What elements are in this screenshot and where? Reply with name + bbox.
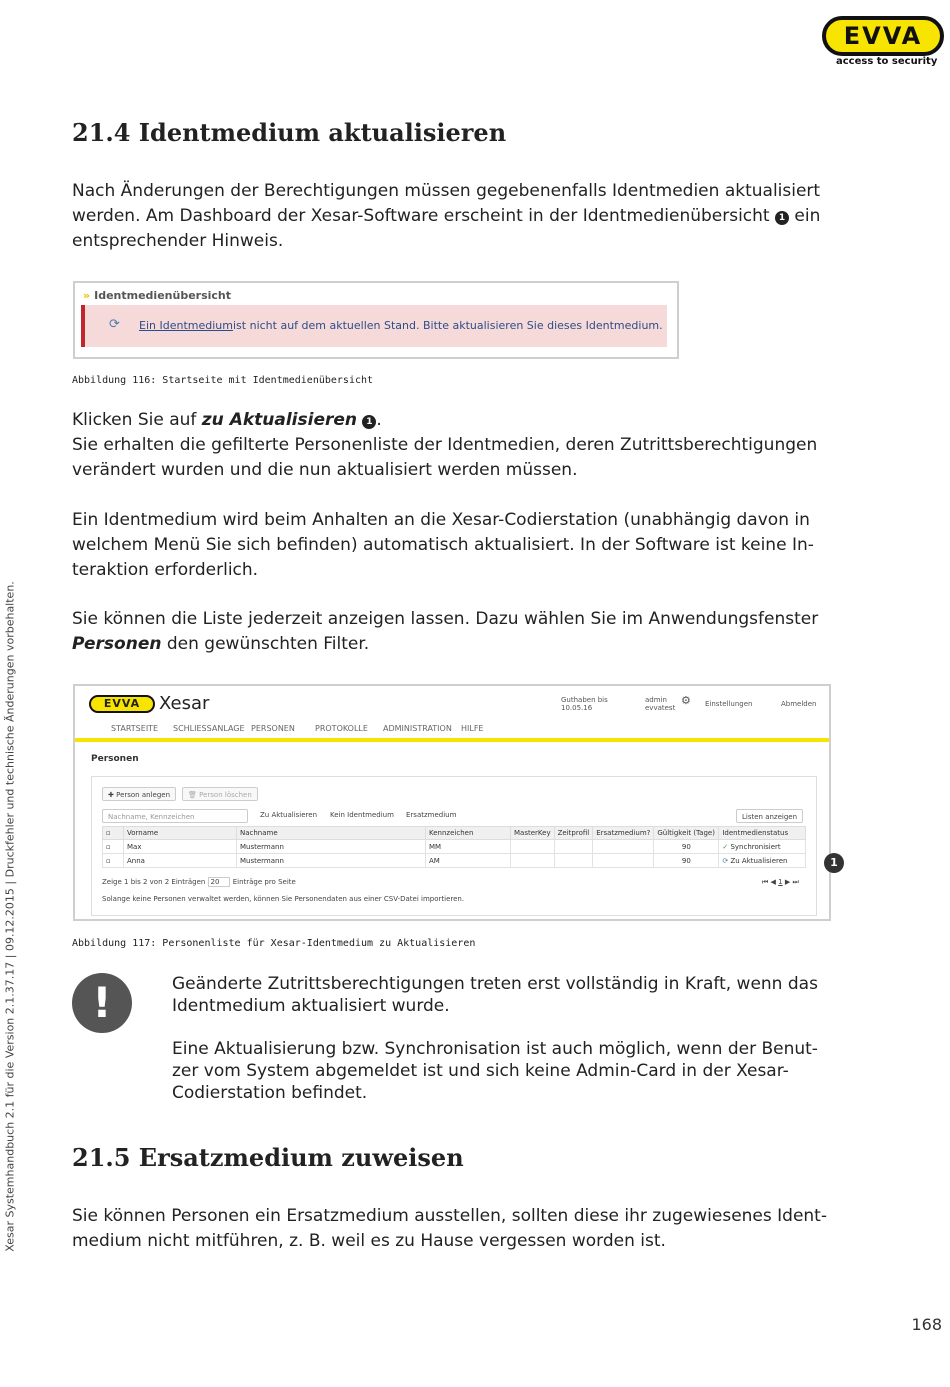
first-page-icon[interactable]: ⏮ (762, 878, 769, 886)
column-header[interactable]: Zeitprofil (554, 827, 593, 840)
credit-date: 10.05.16 (561, 704, 593, 712)
cell-zeitprofil (554, 854, 593, 868)
nav-personen[interactable]: PERSONEN (251, 724, 295, 733)
column-header[interactable]: Gültigkeit (Tage) (654, 827, 719, 840)
warning-line: Codierstation befindet. (172, 1083, 368, 1103)
logo-wordmark: EVVA (822, 16, 944, 56)
evva-logo (822, 16, 944, 72)
warning-paragraph-2 (172, 1038, 862, 1104)
cell-ersatzmedium (593, 854, 654, 868)
last-page-icon[interactable]: ⏭ (792, 878, 799, 886)
table-header-row (103, 827, 806, 840)
cell-status (719, 840, 806, 854)
cell-status (719, 854, 806, 868)
warning-paragraph-1 (172, 973, 862, 1017)
pagination (762, 878, 799, 887)
filter-ersatzmedium[interactable]: Ersatzmedium (406, 811, 457, 819)
panel-title (83, 289, 231, 302)
cell-ersatzmedium (593, 840, 654, 854)
replacement-paragraph (72, 1204, 872, 1254)
figure-caption: Abbildung 117: Personenliste für Xesar-Identmedium zu Aktualisieren (72, 938, 476, 949)
replacement-line: Sie können Personen ein Ersatzmedium ausstellen, sollten diese ihr zugewiesenes Ident- (72, 1206, 827, 1226)
per-page-select[interactable]: 20 (208, 877, 231, 887)
column-header[interactable]: MasterKey (511, 827, 555, 840)
user-name: admin (645, 696, 667, 704)
cell-masterkey (511, 840, 555, 854)
list-emph: Personen (72, 634, 162, 654)
paging-info (102, 878, 296, 886)
credit-info (561, 696, 608, 712)
warning-line: Geänderte Zutrittsberechtigungen treten erst vollständig in Kraft, wenn das (172, 974, 818, 994)
figure-caption: Abbildung 116: Startseite mit Identmedienübersicht (72, 375, 374, 386)
cell-nachname: Mustermann (237, 840, 426, 854)
warning-line: Eine Aktualisierung bzw. Synchronisation ist auch möglich, wenn der Benut- (172, 1039, 818, 1059)
search-input[interactable]: Nachname, Kennzeichen (102, 809, 248, 823)
panel-title-text: Identmedienübersicht (94, 289, 232, 302)
click-line: Sie erhalten die gefilterte Personenliste der Identmedien, deren Zutrittsberechtigungen (72, 435, 818, 455)
user-info[interactable] (645, 696, 675, 712)
click-prefix: Klicken Sie auf (72, 410, 202, 430)
column-header[interactable]: Kennzeichen (426, 827, 511, 840)
cell-vorname: Anna (124, 854, 237, 868)
intro-paragraph (72, 179, 872, 254)
auto-line: Ein Identmedium wird beim Anhalten an die Xesar-Codierstation (unabhängig davon in (72, 510, 810, 530)
column-header[interactable]: Identmedienstatus (719, 827, 806, 840)
plus-icon: ✚ (108, 791, 117, 799)
alert-text: ist nicht auf dem aktuellen Stand. Bitte aktualisieren Sie dieses Identmedium. (233, 319, 663, 332)
person-list-screenshot (73, 684, 831, 921)
refresh-icon: ⟳ (722, 856, 731, 865)
filter-zu-aktualisieren[interactable]: Zu Aktualisieren (260, 811, 318, 819)
intro-text: ein (794, 206, 821, 226)
logo-tagline: access to security (836, 56, 938, 67)
check-icon: ✓ (722, 842, 731, 851)
callout-marker: 1 (824, 853, 844, 873)
marker-number: 1 (362, 415, 376, 429)
nav-protokolle[interactable]: PROTOKOLLE (315, 724, 368, 733)
nav-startseite[interactable]: STARTSEITE (111, 724, 159, 733)
card-refresh-icon: ⟳ (109, 317, 120, 332)
cell-gueltigkeit: 90 (654, 854, 719, 868)
main-nav (75, 722, 829, 738)
select-all-column[interactable]: ▫ (103, 827, 124, 840)
column-header[interactable]: Ersatzmedium? (593, 827, 654, 840)
click-line (72, 408, 872, 433)
row-checkbox[interactable]: ▫ (103, 854, 124, 868)
page-current[interactable]: 1 (778, 878, 783, 886)
intro-line: Nach Änderungen der Berechtigungen müssen gegebenenfalls Identmedien aktualisiert (72, 181, 821, 201)
next-page-icon[interactable]: ▶ (784, 878, 791, 886)
show-list-button[interactable]: Listen anzeigen (736, 809, 803, 823)
nav-administration[interactable]: ADMINISTRATION (383, 724, 452, 733)
logout-link[interactable]: Abmelden (781, 700, 817, 708)
person-table (102, 826, 806, 868)
gear-icon[interactable]: ⚙ (681, 694, 691, 707)
cell-kennzeichen: MM (426, 840, 511, 854)
warning-line: Identmedium aktualisiert wurde. (172, 996, 450, 1016)
replacement-line: medium nicht mitführen, z. B. weil es zu Hause vergessen worden ist. (72, 1231, 666, 1251)
app-name: Xesar (159, 693, 210, 714)
nav-schliessanlage[interactable]: SCHLIESSANLAGE (173, 724, 245, 733)
cell-masterkey (511, 854, 555, 868)
page-title: Personen (91, 754, 139, 764)
dashboard-screenshot (73, 281, 679, 359)
list-line (72, 632, 872, 657)
prev-page-icon[interactable]: ◀ (770, 878, 776, 886)
row-checkbox[interactable]: ▫ (103, 840, 124, 854)
identmedium-link[interactable]: Ein Identmedium (139, 319, 233, 332)
auto-line: welchem Menü Sie sich befinden) automatisch aktualisiert. In der Software ist keine In- (72, 535, 814, 555)
auto-line: teraktion erforderlich. (72, 560, 259, 580)
list-paragraph (72, 607, 872, 657)
cell-nachname: Mustermann (237, 854, 426, 868)
paging-prefix: Zeige 1 bis 2 von 2 Einträgen (102, 878, 206, 886)
column-header[interactable]: Vorname (124, 827, 237, 840)
app-logo: EVVA (89, 695, 155, 713)
cell-vorname: Max (124, 840, 237, 854)
delete-person-button[interactable] (182, 787, 258, 801)
click-line: verändert wurden und die nun aktualisiert werden müssen. (72, 460, 578, 480)
chevron-right-icon: » (83, 289, 91, 302)
warning-line: zer vom System abgemeldet ist und sich keine Admin-Card in der Xesar- (172, 1061, 789, 1081)
table-row[interactable] (103, 840, 806, 854)
paging-suffix: Einträge pro Seite (232, 878, 296, 886)
settings-link[interactable]: Einstellungen (705, 700, 753, 708)
click-emph: zu Aktualisieren (201, 410, 358, 430)
person-panel (91, 776, 817, 916)
trash-icon: 🗑 (188, 791, 200, 799)
marker-number: 1 (775, 211, 789, 225)
cell-zeitprofil (554, 840, 593, 854)
filter-kein-identmedium[interactable]: Kein Identmedium (330, 811, 394, 819)
delete-person-label: Person löschen (199, 791, 252, 799)
section-heading-21-4: 21.4 Identmedium aktualisieren (72, 118, 507, 147)
warning-icon: ! (72, 973, 132, 1033)
auto-update-paragraph (72, 508, 872, 583)
page-number: 168 (911, 1315, 942, 1334)
list-rest: den gewünschten Filter. (161, 634, 370, 654)
click-suffix: . (376, 410, 382, 430)
click-paragraph (72, 408, 872, 483)
user-sub: evvatest (645, 704, 676, 712)
add-person-button[interactable] (102, 787, 176, 801)
status-text: Zu Aktualisieren (730, 856, 788, 865)
nav-hilfe[interactable]: HILFE (461, 724, 484, 733)
cell-gueltigkeit: 90 (654, 840, 719, 854)
intro-line (72, 204, 872, 229)
column-header[interactable]: Nachname (237, 827, 426, 840)
cell-kennzeichen: AM (426, 854, 511, 868)
status-text: Synchronisiert (730, 842, 781, 851)
intro-text: werden. Am Dashboard der Xesar-Software erscheint in der Identmedienübersicht (72, 206, 770, 226)
intro-line: entsprechender Hinweis. (72, 231, 284, 251)
table-row[interactable] (103, 854, 806, 868)
accent-bar (75, 738, 829, 742)
alert-box (81, 305, 667, 347)
side-note: Xesar Systemhandbuch 2.1 für die Version 2.1.37.17 | 09.12.2015 | Druckfehler und technische Änderungen vorbehalten. (3, 581, 17, 1252)
add-person-label: Person anlegen (116, 791, 171, 799)
list-line: Sie können die Liste jederzeit anzeigen lassen. Dazu wählen Sie im Anwendungsfenster (72, 609, 819, 629)
section-heading-21-5: 21.5 Ersatzmedium zuweisen (72, 1143, 464, 1172)
credit-label: Guthaben bis (561, 696, 608, 704)
import-hint: Solange keine Personen verwaltet werden, können Sie Personendaten aus einer CSV-Datei importieren. (102, 895, 465, 903)
